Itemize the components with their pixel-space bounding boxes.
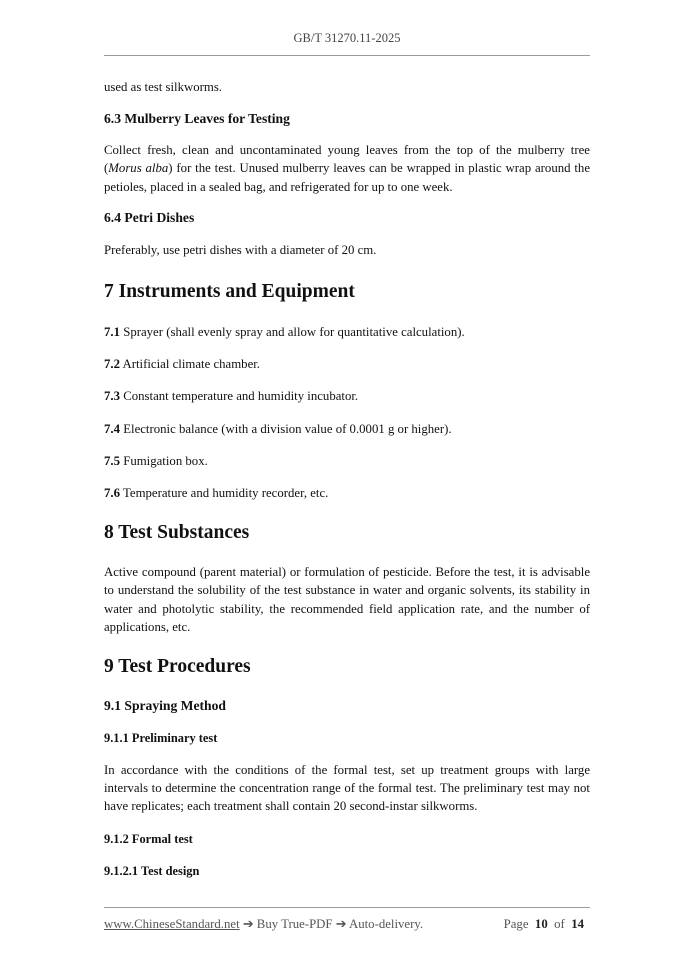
footer-promo xyxy=(104,917,423,932)
item-text: Temperature and humidity recorder, etc. xyxy=(122,486,329,501)
header-divider xyxy=(104,55,590,56)
item-text: Electronic balance (with a division value of 0.0001 g or higher). xyxy=(123,421,452,436)
heading-9-1-2: 9.1.2 Formal test xyxy=(104,831,193,846)
delivery-text: Auto-delivery. xyxy=(348,917,424,931)
list-item-7-3 xyxy=(104,387,590,405)
footer-divider xyxy=(104,907,590,908)
heading-6-3: 6.3 Mulberry Leaves for Testing xyxy=(104,111,290,127)
paragraph-6-3-part2: ) for the test. Unused mulberry leaves can be wrapped in plastic wrap around the petioles, placed in a sealed bag, and refrigerated for up to one week. xyxy=(104,161,590,194)
heading-9-1-1: 9.1.1 Preliminary test xyxy=(104,731,218,746)
heading-6-4: 6.4 Petri Dishes xyxy=(104,209,195,225)
buy-text: Buy True-PDF xyxy=(256,917,333,931)
item-number: 7.5 xyxy=(104,453,120,468)
species-name: Morus alba xyxy=(108,161,169,176)
paragraph-6-3-part1: Collect fresh, clean and uncontaminated young leaves from the top of the mulberry tree ( xyxy=(104,143,590,176)
item-number: 7.6 xyxy=(104,486,120,501)
paragraph-9-1-1: In accordance with the conditions of the formal test, set up treatment groups with large intervals to determine the concentration range of the formal test. The preliminary test may not have replicates; each treatment shall contain 20 second-instar silkworms. xyxy=(104,763,590,814)
page-header: GB/T 31270.11-2025 xyxy=(293,31,401,45)
item-text: Constant temperature and humidity incubator. xyxy=(123,389,359,404)
item-number: 7.4 xyxy=(104,421,120,436)
heading-9-1: 9.1 Spraying Method xyxy=(104,698,226,714)
item-number: 7.1 xyxy=(104,325,120,340)
list-item-7-2 xyxy=(104,355,590,373)
list-item-7-1 xyxy=(104,323,590,341)
list-item-7-4 xyxy=(104,420,590,438)
paragraph-8: Active compound (parent material) or formulation of pesticide. Before the test, it is advisable to understand the solubility of the test substance in water and organic solvents, its stability in water and photolytic stability, the recommended field application rate, and the number of applications, etc. xyxy=(104,565,590,634)
paragraph-6-3 xyxy=(104,141,590,196)
heading-9-1-2-1: 9.1.2.1 Test design xyxy=(104,863,200,878)
continuation-text: used as test silkworms. xyxy=(104,80,223,94)
page-body xyxy=(104,78,590,880)
site-link[interactable]: www.ChineseStandard.net xyxy=(104,917,240,931)
current-page: 10 xyxy=(534,917,548,931)
page-number xyxy=(504,917,584,932)
heading-9: 9 Test Procedures xyxy=(104,656,251,678)
of-word: of xyxy=(554,917,565,931)
heading-8: 8 Test Substances xyxy=(104,522,250,544)
total-pages: 14 xyxy=(571,917,584,931)
arrow-icon: ➔ xyxy=(242,917,254,931)
page-word: Page xyxy=(503,917,529,931)
arrow-icon: ➔ xyxy=(335,917,347,931)
item-text: Sprayer (shall evenly spray and allow for quantitative calculation). xyxy=(123,325,465,340)
list-item-7-5 xyxy=(104,452,590,470)
paragraph-6-4: Preferably, use petri dishes with a diameter of 20 cm. xyxy=(104,242,377,257)
heading-7: 7 Instruments and Equipment xyxy=(104,281,355,303)
item-text: Artificial climate chamber. xyxy=(122,357,261,372)
item-number: 7.2 xyxy=(104,357,120,372)
item-text: Fumigation box. xyxy=(123,453,208,468)
item-number: 7.3 xyxy=(104,389,120,404)
list-item-7-6 xyxy=(104,484,590,502)
